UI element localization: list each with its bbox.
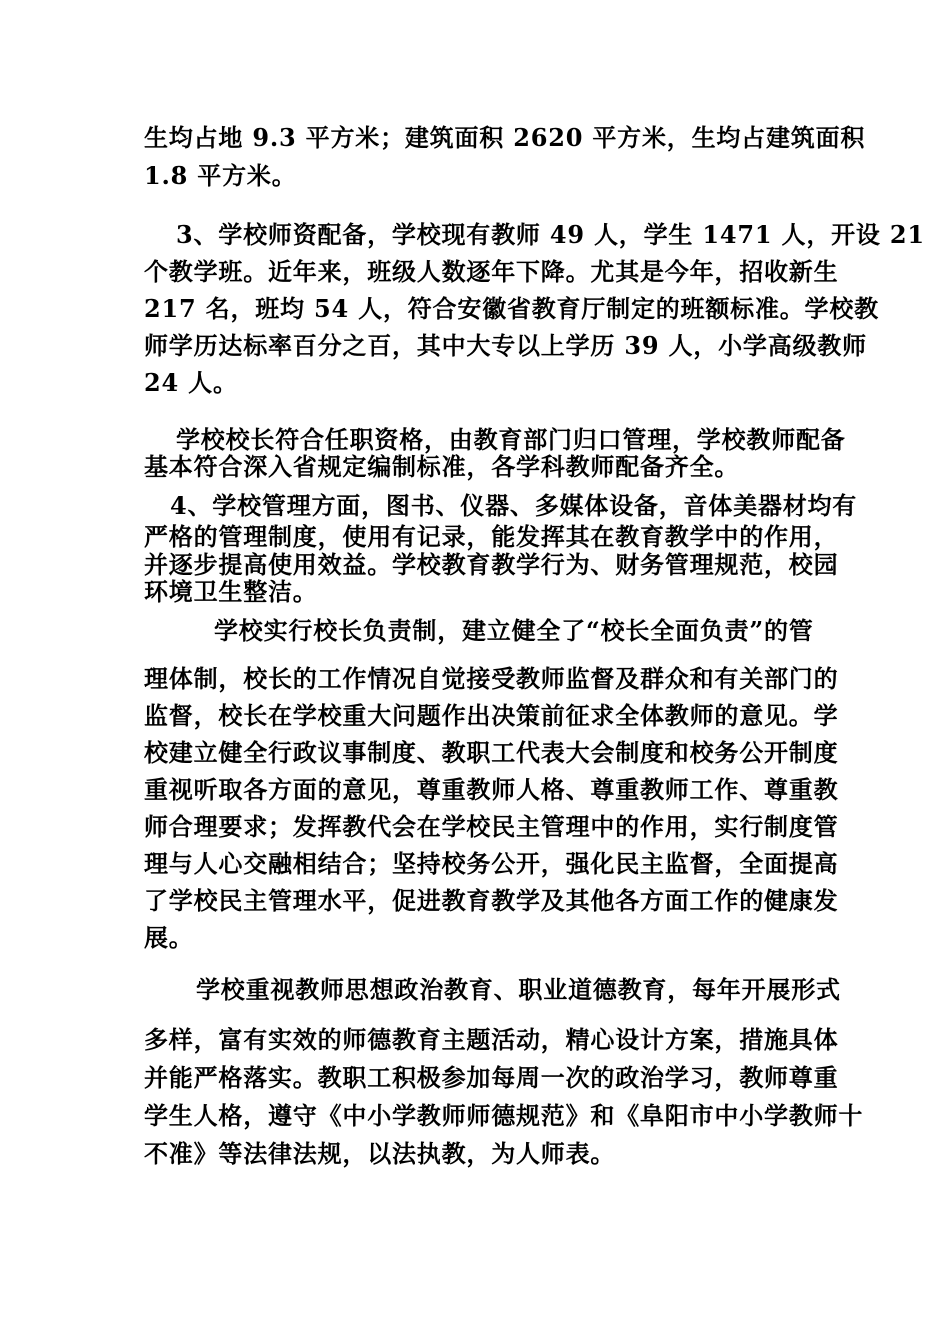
text-line: 4、学校管理方面，图书、仪器、多媒体设备，音体美器材均有 (170, 491, 858, 520)
text-line: 理与人心交融相结合；坚持校务公开，强化民主监督，全面提高 (144, 849, 839, 878)
text-line: 师合理要求；发挥教代会在学校民主管理中的作用，实行制度管 (144, 812, 839, 841)
text-line: 理体制，校长的工作情况自觉接受教师监督及群众和有关部门的 (144, 664, 839, 693)
text-line: 基本符合深入省规定编制标准，各学科教师配备齐全。 (144, 452, 740, 481)
text-line: 个教学班。近年来，班级人数逐年下降。尤其是今年，招收新生 (144, 257, 839, 286)
text-line: 校建立健全行政议事制度、教职工代表大会制度和校务公开制度 (144, 738, 839, 767)
text-line: 217 名，班均 54 人，符合安徽省教育厅制定的班额标准。学校教 (144, 294, 879, 323)
text-line: 重视听取各方面的意见，尊重教师人格、尊重教师工作、尊重教 (144, 775, 839, 804)
text-line: 了学校民主管理水平，促进教育教学及其他各方面工作的健康发 (144, 886, 839, 915)
text-line: 不准》等法律法规，以法执教，为人师表。 (144, 1139, 616, 1168)
text-line: 多样，富有实效的师德教育主题活动，精心设计方案，措施具体 (144, 1025, 839, 1054)
text-line: 监督，校长在学校重大问题作出决策前征求全体教师的意见。学 (144, 701, 839, 730)
text-line: 环境卫生整洁。 (144, 577, 318, 606)
text-line: 1.8 平方米。 (144, 161, 297, 190)
text-line: 严格的管理制度，使用有记录，能发挥其在教育教学中的作用， (144, 522, 839, 551)
text-line: 并逐步提高使用效益。学校教育教学行为、财务管理规范，校园 (144, 550, 839, 579)
text-line: 24 人。 (144, 368, 238, 397)
text-line: 师学历达标率百分之百，其中大专以上学历 39 人，小学高级教师 (144, 331, 867, 360)
text-line: 并能严格落实。教职工积极参加每周一次的政治学习，教师尊重 (144, 1063, 839, 1092)
text-line: 学校重视教师思想政治教育、职业道德教育，每年开展形式 (196, 975, 841, 1004)
text-line: 3、学校师资配备，学校现有教师 49 人，学生 1471 人，开设 21 (176, 220, 925, 249)
text-line: 学生人格，遵守《中小学教师师德规范》和《阜阳市中小学教师十 (144, 1101, 864, 1130)
text-line: 生均占地 9.3 平方米；建筑面积 2620 平方米，生均占建筑面积 (144, 123, 866, 152)
text-line: 展。 (144, 923, 194, 952)
text-line: 学校实行校长负责制，建立健全了“校长全面负责”的管 (214, 616, 814, 645)
text-line: 学校校长符合任职资格，由教育部门归口管理，学校教师配备 (176, 425, 846, 454)
